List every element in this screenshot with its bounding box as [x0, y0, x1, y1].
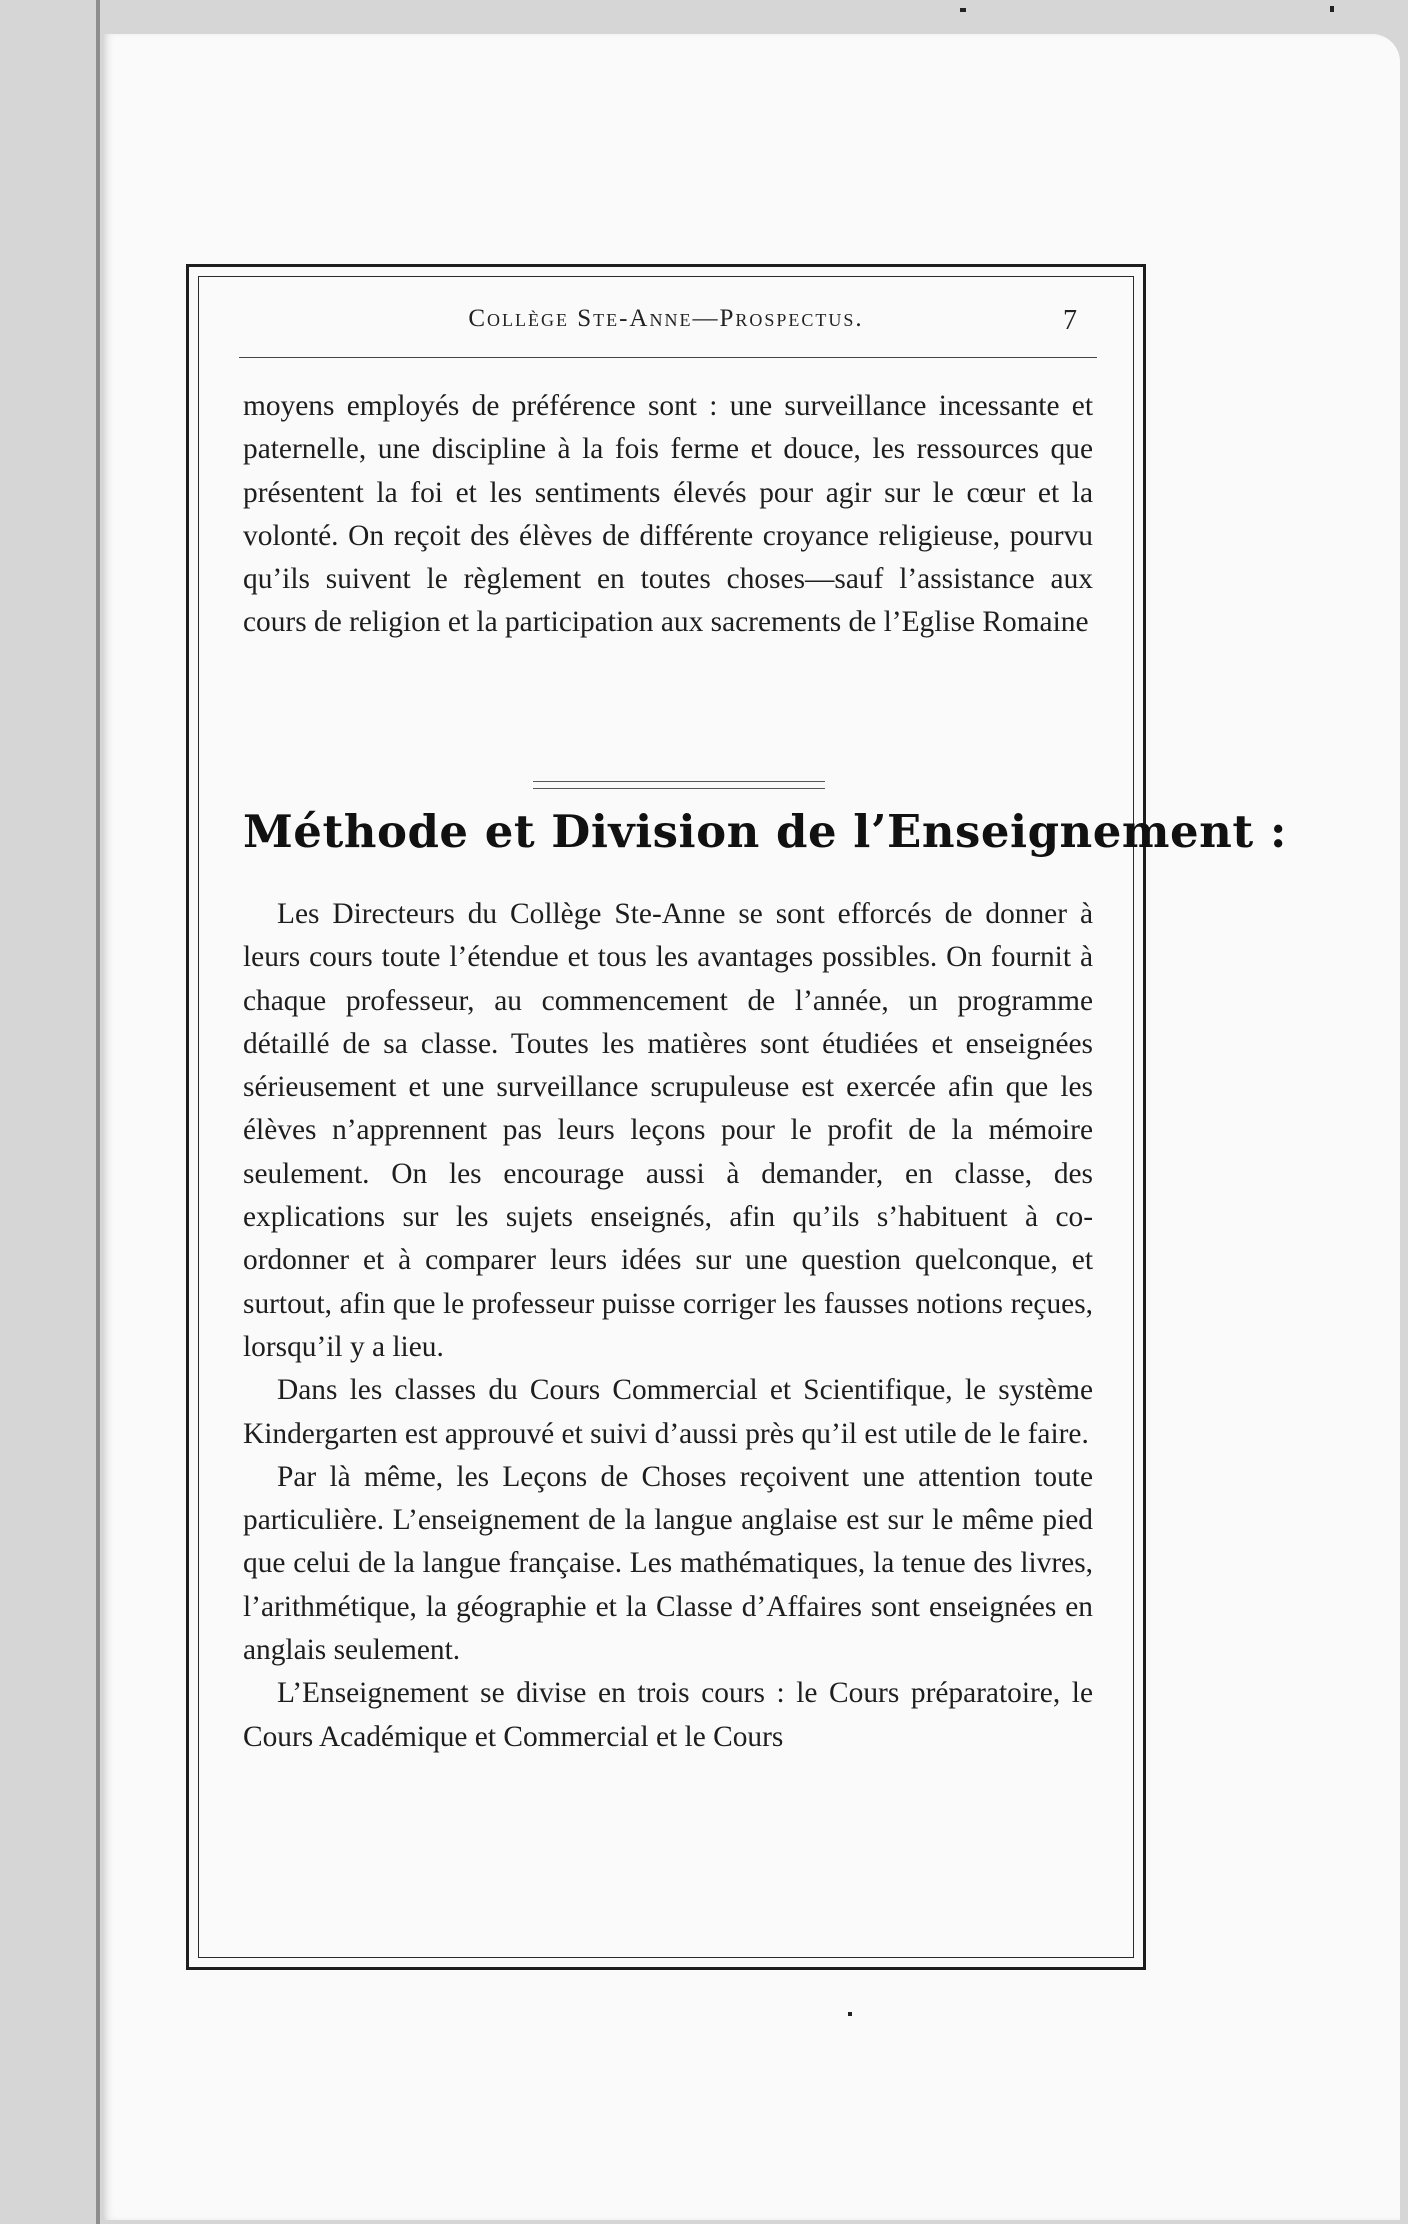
- page-border-frame: [186, 264, 1287, 1970]
- scan-speck: [848, 2012, 852, 2016]
- section-text-block: [243, 893, 1093, 1759]
- page-inner-border: [198, 276, 1287, 1958]
- page-number: 7: [1063, 305, 1077, 336]
- running-header: [239, 305, 1093, 345]
- section-divider: [533, 781, 825, 789]
- intro-text-block: [243, 385, 1093, 645]
- section-paragraph: L’Enseignement se divise en trois cours : le Cours préparatoire, le Cours Académique et Commercial et le Cours: [243, 1677, 1093, 1753]
- intro-paragraph: moyens employés de préférence sont : une surveillance incessante et paternelle, une discipline à la fois ferme et douce, les ressources que présentent la foi et les sentiments élevés pour agir sur le cœur et la volonté. On reçoit des élèves de différente croyance religieuse, pourvu qu’ils suivent le règlement en toutes choses—sauf l’assistance aux cours de religion et la participation aux sacrements de l’Eglise Romaine: [243, 390, 1093, 639]
- binding-spine-line: [96, 0, 100, 2224]
- scan-speck: [1330, 6, 1334, 12]
- section-paragraph: Par là même, les Leçons de Choses reçoivent une attention toute particulière. L’enseignement de la langue anglaise est sur le même pied que celui de la langue française. Les mathématiques, la tenue des livres, l’arithmétique, la géographie et la Classe d’Affaires sont enseignées en anglais seulement.: [243, 1460, 1093, 1667]
- scan-speck: [960, 8, 966, 12]
- section-paragraph: Dans les classes du Cours Commercial et Scientifique, le système Kindergarten est approuvé et suivi d’aussi près qu’il est utile de le faire.: [243, 1374, 1093, 1450]
- section-heading: Méthode et Division de l’Enseignement :: [243, 805, 1287, 858]
- running-title: Collège Ste-Anne—Prospectus.: [468, 305, 864, 332]
- section-paragraph: Les Directeurs du Collège Ste-Anne se sont efforcés de donner à leurs cours toute l’étendue et tous les avantages possibles. On fournit à chaque professeur, au commencement de l’année, un programme détaillé de sa classe. Toutes les matières sont étudiées et enseignées sérieusement et une surveillance scrupuleuse est exercée afin que les élèves n’apprennent pas leurs leçons pour le profit de la mémoire seulement. On les encourage aussi à demander, en classe, des explications sur les sujets enseignés, afin qu’ils s’habituent à co-ordonner et à comparer leurs idées sur une question quelconque, et surtout, afin que le professeur puisse corriger les fausses notions reçues, lorsqu’il y a lieu.: [243, 898, 1093, 1363]
- header-rule: [239, 357, 1097, 358]
